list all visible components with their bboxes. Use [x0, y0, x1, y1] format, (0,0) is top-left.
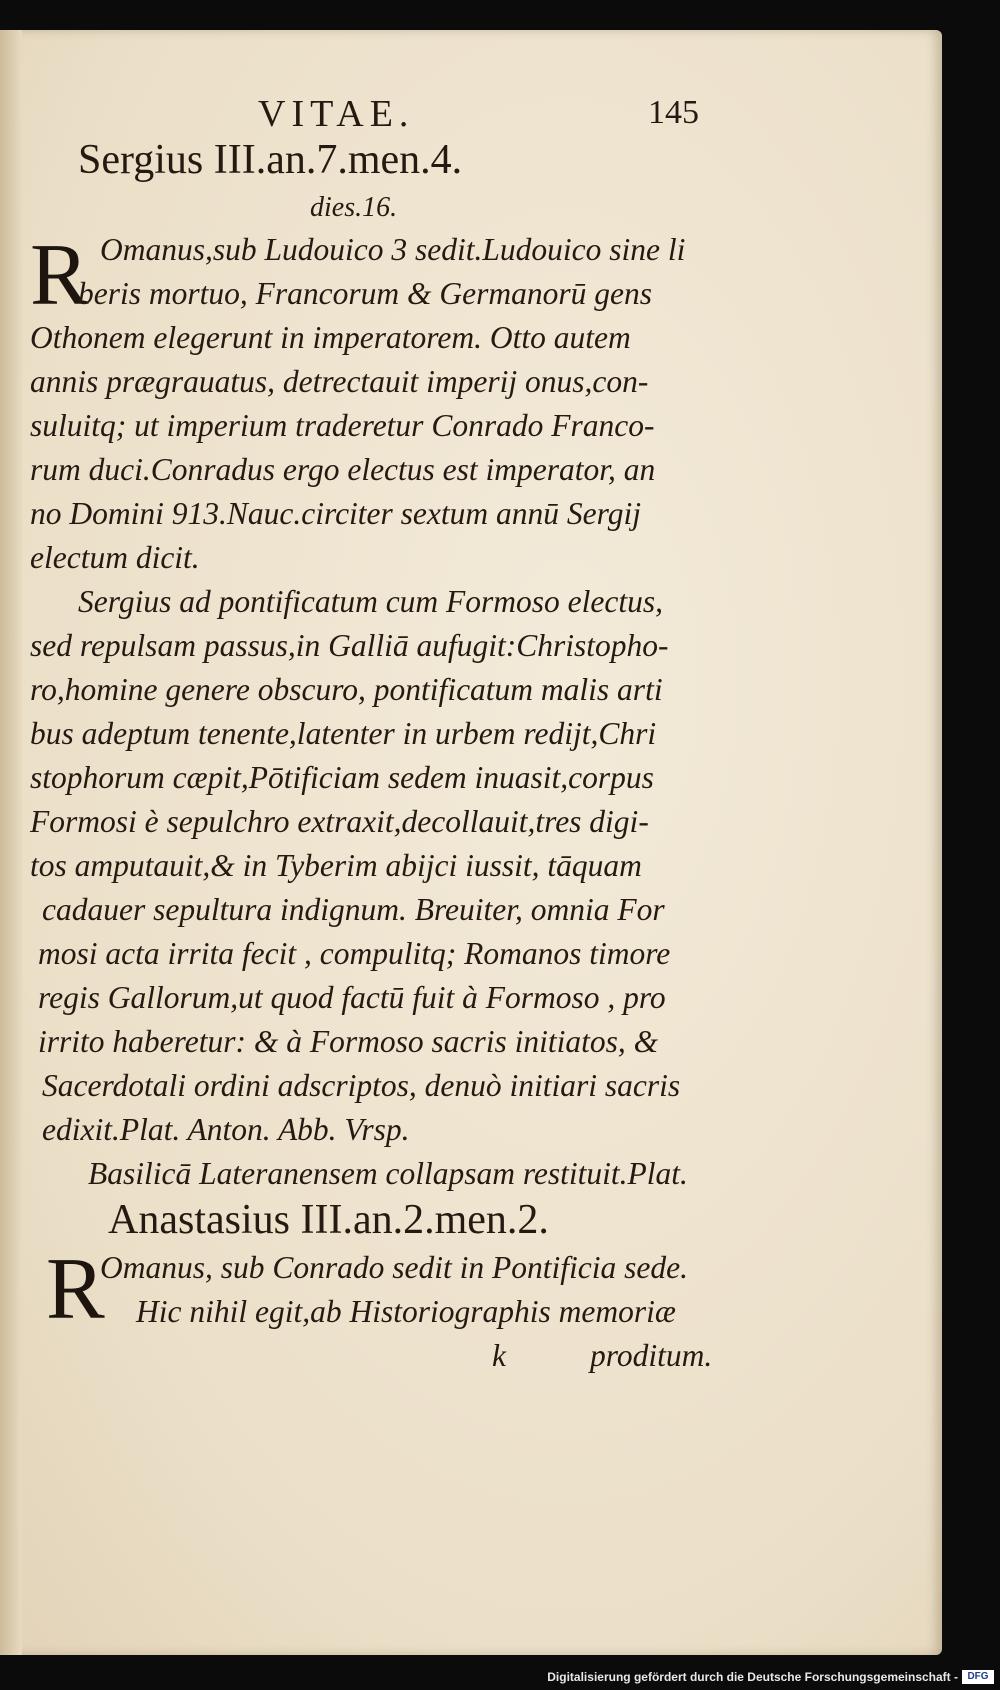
text-line: Hic nihil egit,ab Historiographis memoriæ: [136, 1294, 676, 1329]
section-heading-anastasius: Anastasius III.an.2.men.2.: [108, 1197, 549, 1243]
text-line: no Domini 913.Nauc.circiter sextum annū Sergij: [30, 496, 641, 531]
text-line: Sergius ad pontificatum cum Formoso electus,: [78, 584, 664, 619]
text-line: stophorum cæpit,Pōtificiam sedem inuasit,corpus: [30, 760, 654, 795]
text-line: Omanus, sub Conrado sedit in Pontificia sede.: [100, 1250, 688, 1285]
text-line: Othonem elegerunt in imperatorem. Otto autem: [30, 320, 631, 355]
running-head: [0, 60, 942, 135]
text-line: Omanus,sub Ludouico 3 sedit.Ludouico sine li: [100, 232, 686, 267]
dropcap-initial: R: [46, 1241, 105, 1338]
page-number: 145: [648, 94, 699, 131]
section-heading-sergius: Sergius III.an.7.men.4.: [78, 137, 463, 183]
section-subheading: dies.16.: [310, 192, 398, 223]
text-line: Formosi è sepulchro extraxit,decollauit,tres digi-: [30, 804, 649, 839]
catchword: proditum.: [590, 1338, 713, 1373]
text-line: mosi acta irrita fecit , compulitq; Romanos timore: [38, 936, 671, 971]
text-line: cadauer sepultura indignum. Breuiter, omnia For: [42, 892, 665, 927]
footer-credit: Digitalisierung gefördert durch die Deutsche Forschungsgemeinschaft -: [547, 1670, 958, 1684]
text-line: suluitq; ut imperium traderetur Conrado Franco-: [30, 408, 655, 443]
text-line: rum duci.Conradus ergo electus est imperator, an: [30, 452, 656, 487]
text-line: edixit.Plat. Anton. Abb. Vrsp.: [42, 1112, 410, 1147]
text-line: irrito haberetur: & à Formoso sacris initiatos, &: [38, 1024, 659, 1059]
dropcap-initial: R: [30, 227, 89, 324]
text-line: Sacerdotali ordini adscriptos, denuò initiari sacris: [42, 1068, 681, 1103]
text-line: beris mortuo, Francorum & Germanorū gens: [78, 276, 652, 311]
text-line: bus adeptum tenente,latenter in urbem redijt,Chri: [30, 716, 657, 751]
running-head-title: VITAE.: [258, 93, 415, 135]
text-line: regis Gallorum,ut quod factū fuit à Formoso , pro: [38, 980, 666, 1015]
signature-mark: k: [492, 1338, 506, 1373]
text-line: tos amputauit,& in Tyberim abijci iussit, tāquam: [30, 848, 642, 883]
text-line: annis prægrauatus, detrectauit imperij onus,con-: [30, 364, 649, 399]
text-line: sed repulsam passus,in Galliā aufugit:Christopho-: [30, 628, 669, 663]
text-line: Basilicā Lateranensem collapsam restituit.Plat.: [88, 1156, 688, 1191]
dfg-logo-icon: DFG: [962, 1670, 994, 1684]
text-line: electum dicit.: [30, 540, 200, 575]
digitization-footer: [0, 1660, 1000, 1690]
page-binding-shadow: [0, 30, 22, 1655]
text-line: ro,homine genere obscuro, pontificatum malis arti: [30, 672, 663, 707]
